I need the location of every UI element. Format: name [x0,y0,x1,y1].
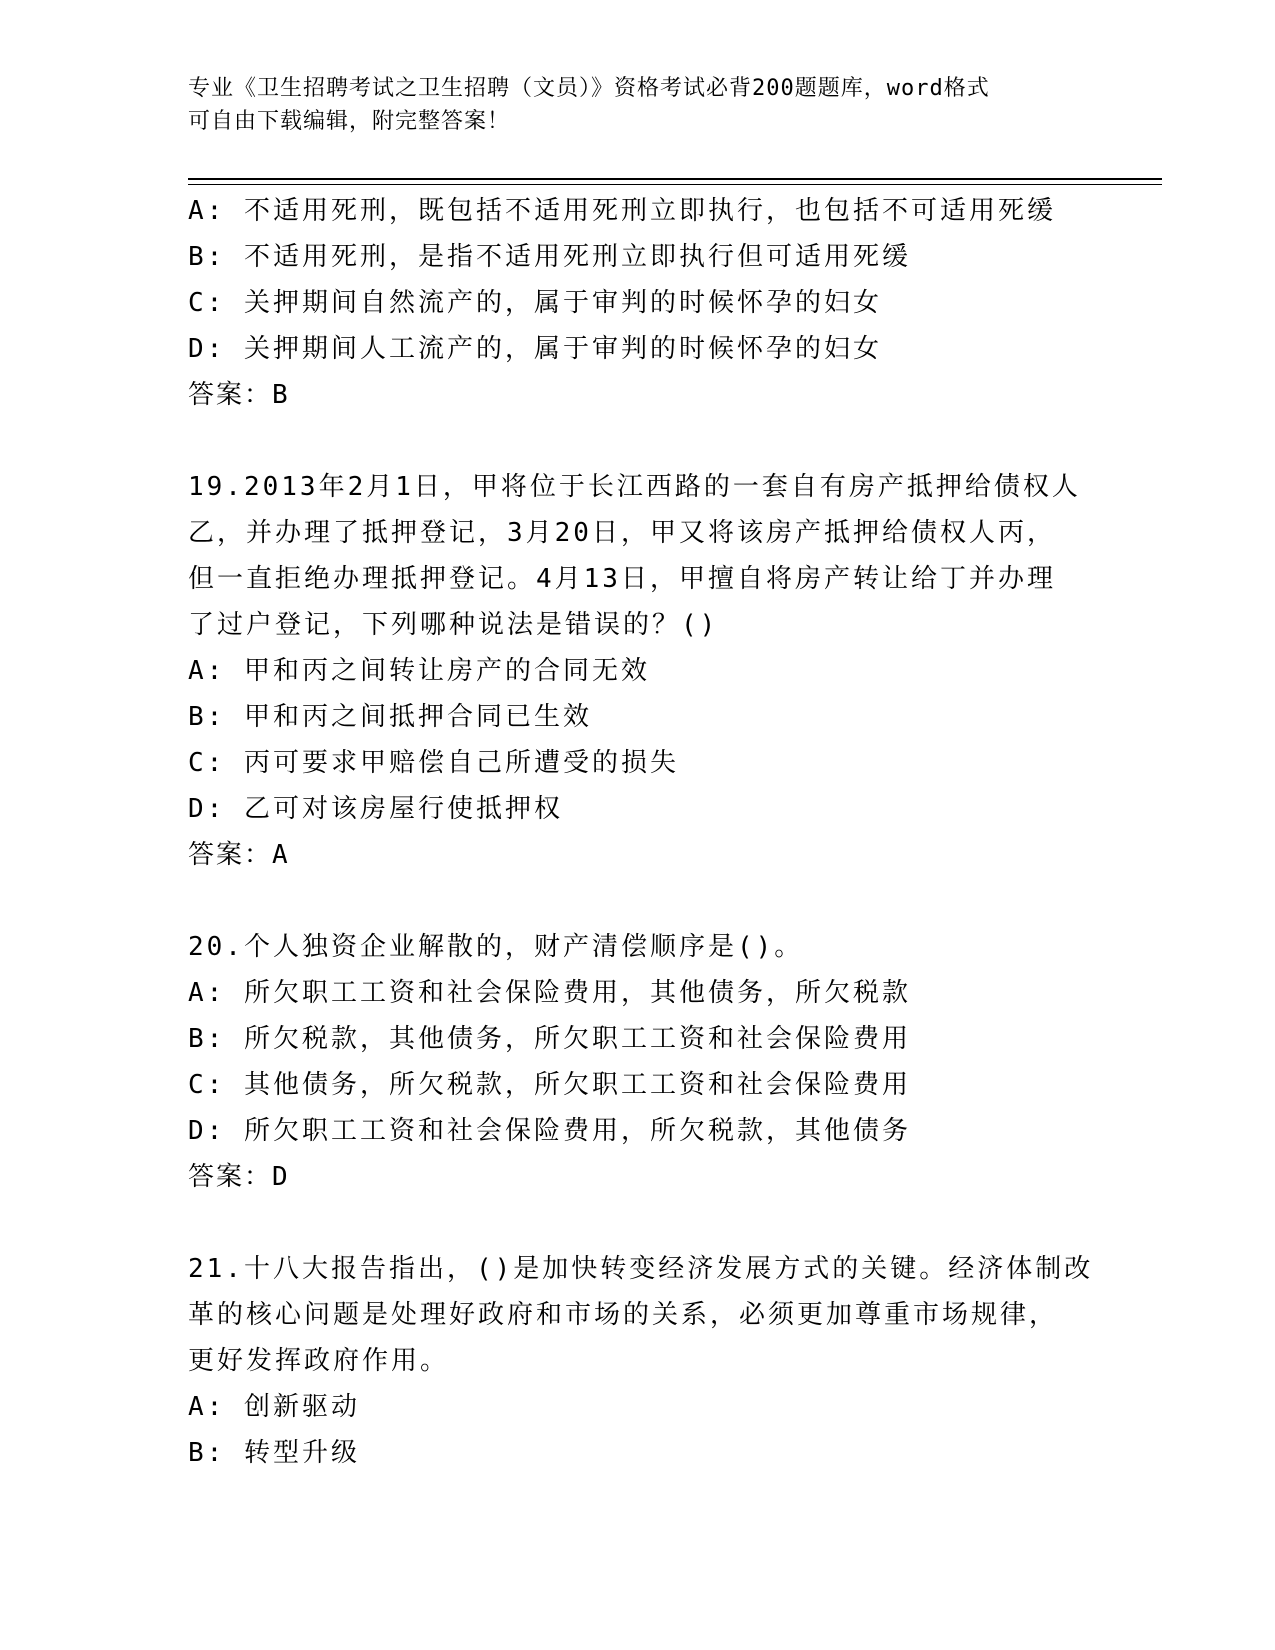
header-divider-thin [188,184,1162,185]
option-b: B: 转型升级 [188,1438,360,1468]
option-d: D: 关押期间人工流产的，属于审判的时候怀孕的妇女 [188,334,882,364]
question-21 [188,1246,1108,1476]
header-divider-thick [188,178,1162,180]
question-text-line: 乙，并办理了抵押登记，3月20日，甲又将该房产抵押给债权人丙， [188,518,1056,548]
option-b: B: 不适用死刑，是指不适用死刑立即执行但可适用死缓 [188,242,911,272]
option-c: C: 丙可要求甲赔偿自己所遭受的损失 [188,748,679,778]
answer: 答案：B [188,380,290,410]
question-text-line: 革的核心问题是处理好政府和市场的关系，必须更加尊重市场规律， [188,1300,1059,1330]
question-19 [188,464,1108,878]
option-c: C: 其他债务，所欠税款，所欠职工工资和社会保险费用 [188,1070,911,1100]
question-text-line: 20.个人独资企业解散的，财产清偿顺序是()。 [188,932,804,962]
header-line-1: 专业《卫生招聘考试之卫生招聘（文员）》资格考试必背200题题库，word格式 [188,76,990,101]
answer: 答案：D [188,1162,290,1192]
spacer [188,878,1108,924]
question-text-line: 但一直拒绝办理抵押登记。4月13日，甲擅自将房产转让给丁并办理 [188,564,1056,594]
spacer [188,1200,1108,1246]
option-c: C: 关押期间自然流产的，属于审判的时候怀孕的妇女 [188,288,882,318]
option-a: A: 创新驱动 [188,1392,360,1422]
option-b: B: 甲和丙之间抵押合同已生效 [188,702,592,732]
option-d: D: 乙可对该房屋行使抵押权 [188,794,563,824]
question-text-line: 更好发挥政府作用。 [188,1346,450,1376]
option-d: D: 所欠职工工资和社会保险费用，所欠税款，其他债务 [188,1116,911,1146]
question-text-line: 19.2013年2月1日，甲将位于长江西路的一套自有房产抵押给债权人 [188,472,1081,502]
option-a: A: 甲和丙之间转让房产的合同无效 [188,656,650,686]
question-text-line: 了过户登记，下列哪种说法是错误的？() [188,610,719,640]
document-header [188,72,1088,138]
question-text-line: 21.十八大报告指出，()是加快转变经济发展方式的关键。经济体制改 [188,1254,1094,1284]
option-a: A: 所欠职工工资和社会保险费用，其他债务，所欠税款 [188,978,911,1008]
option-b: B: 所欠税款，其他债务，所欠职工工资和社会保险费用 [188,1024,911,1054]
header-line-2: 可自由下载编辑，附完整答案！ [188,109,511,134]
answer: 答案：A [188,840,290,870]
question-content [188,188,1108,1476]
spacer [188,418,1108,464]
option-a: A: 不适用死刑，既包括不适用死刑立即执行，也包括不可适用死缓 [188,196,1056,226]
question-18 [188,188,1108,418]
question-20 [188,924,1108,1200]
